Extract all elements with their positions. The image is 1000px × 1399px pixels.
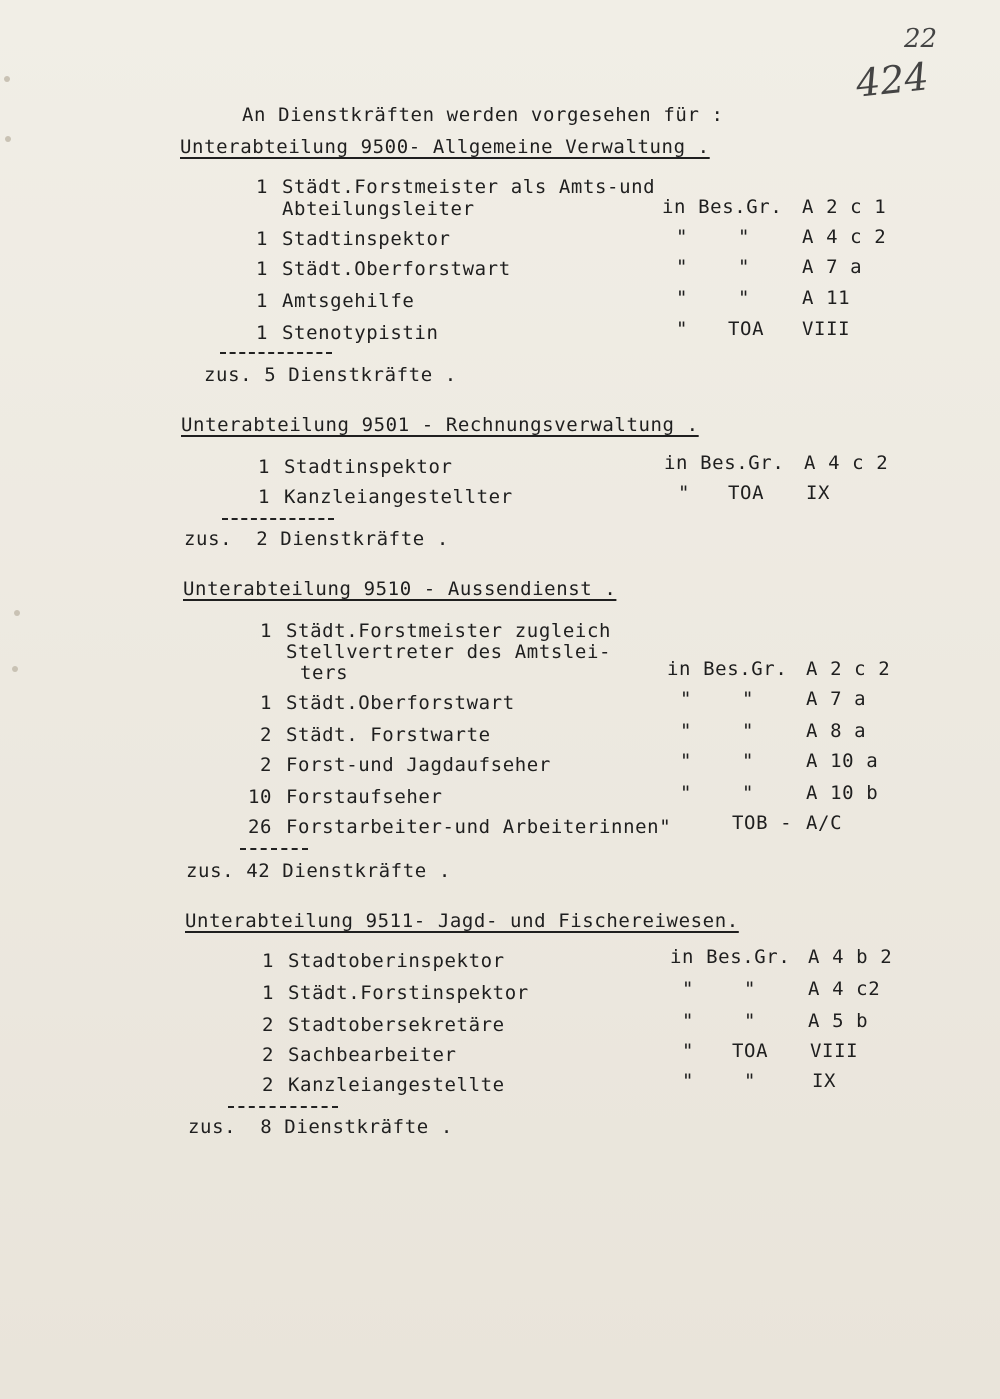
staff-count: 2 — [260, 754, 273, 776]
pay-grade: A 2 c 1 — [802, 196, 887, 218]
staff-count: 1 — [258, 486, 271, 508]
ditto-mark: " — [738, 226, 751, 248]
staff-title: Stadtobersekretäre — [288, 1014, 505, 1036]
staff-title: Abteilungsleiter — [282, 198, 475, 220]
pay-grade: A 2 c 2 — [806, 658, 891, 680]
punch-mark — [12, 666, 18, 672]
pay-grade: A 10 b — [806, 782, 879, 804]
staff-title: Stenotypistin — [282, 322, 439, 344]
ditto-mark: " — [742, 720, 755, 742]
ditto-mark: " — [676, 226, 689, 248]
pay-grade: IX — [812, 1070, 837, 1092]
pay-grade: IX — [806, 482, 831, 504]
pay-grade: A 7 a — [806, 688, 867, 710]
pay-grade: A 4 c 2 — [802, 226, 887, 248]
ditto-mark: " — [676, 318, 689, 340]
intro-line: An Dienstkräften werden vorgesehen für : — [242, 104, 724, 126]
section-total: zus. 2 Dienstkräfte . — [184, 528, 449, 550]
staff-count: 1 — [256, 322, 269, 344]
ditto-mark: " — [680, 688, 693, 710]
pay-grade: A 5 b — [808, 1010, 869, 1032]
pay-scale: TOA — [728, 318, 765, 340]
staff-title: Städt.Forstmeister zugleich — [286, 620, 612, 642]
pay-grade: A 8 a — [806, 720, 867, 742]
staff-count: 1 — [256, 258, 269, 280]
ditto-mark: " — [744, 1070, 757, 1092]
ditto-mark: " — [678, 482, 691, 504]
staff-count: 1 — [258, 456, 271, 478]
ditto-mark: " — [680, 782, 693, 804]
pay-grade: VIII — [802, 318, 851, 340]
staff-count: 2 — [262, 1014, 275, 1036]
pay-scale: TOB - — [732, 812, 793, 834]
pay-grade: A/C — [806, 812, 843, 834]
staff-title: Forstaufseher — [286, 786, 443, 808]
staff-count: 1 — [262, 950, 275, 972]
staff-title: Stadtinspektor — [282, 228, 451, 250]
section-heading: Unterabteilung 9501 - Rechnungsverwaltung . — [181, 414, 699, 436]
pay-grade: VIII — [810, 1040, 859, 1062]
ditto-mark: " — [742, 750, 755, 772]
section-heading: Unterabteilung 9500- Allgemeine Verwaltung . — [180, 136, 710, 158]
staff-count: 1 — [260, 620, 273, 642]
ditto-mark: " — [676, 287, 689, 309]
pay-grade: A 4 b 2 — [808, 946, 893, 968]
staff-count: 2 — [262, 1074, 275, 1096]
staff-count: 1 — [260, 692, 273, 714]
ditto-mark: " — [682, 1040, 695, 1062]
staff-title: Städt. Forstwarte — [286, 724, 491, 746]
staff-count: 1 — [256, 228, 269, 250]
staff-title: Kanzleiangestellte — [288, 1074, 505, 1096]
sum-rule — [220, 352, 332, 354]
ditto-mark: " — [680, 720, 693, 742]
ditto-mark: " — [682, 1010, 695, 1032]
handwritten-folio-number: 424 — [853, 54, 931, 106]
pay-grade: A 7 a — [802, 256, 863, 278]
section-total: zus. 5 Dienstkräfte . — [204, 364, 457, 386]
staff-title: Stadtoberinspektor — [288, 950, 505, 972]
sum-rule — [222, 518, 334, 520]
ditto-mark: " — [682, 1070, 695, 1092]
staff-title: Städt.Oberforstwart — [282, 258, 511, 280]
staff-title: Städt.Forstinspektor — [288, 982, 529, 1004]
pay-grade: A 10 a — [806, 750, 879, 772]
ditto-mark: " — [680, 750, 693, 772]
section-heading: Unterabteilung 9510 - Aussendienst . — [183, 578, 617, 600]
pay-scale: TOA — [728, 482, 765, 504]
pay-scale: in Bes.Gr. — [670, 946, 791, 968]
pay-grade: A 4 c 2 — [804, 452, 889, 474]
section-total: zus. 42 Dienstkräfte . — [186, 860, 451, 882]
staff-title: Amtsgehilfe — [282, 290, 415, 312]
pay-scale: in Bes.Gr. — [664, 452, 785, 474]
ditto-mark: " — [682, 978, 695, 1000]
ditto-mark: " — [676, 256, 689, 278]
ditto-mark: " — [742, 782, 755, 804]
ditto-mark: " — [738, 287, 751, 309]
staff-title: Sachbearbeiter — [288, 1044, 457, 1066]
staff-title: Forstarbeiter-und Arbeiterinnen" — [286, 816, 672, 838]
pay-scale: in Bes.Gr. — [662, 196, 783, 218]
staff-title: ters — [300, 662, 349, 684]
staff-count: 1 — [256, 176, 269, 198]
ditto-mark: " — [744, 978, 757, 1000]
pay-scale: in Bes.Gr. — [667, 658, 788, 680]
staff-title: Städt.Oberforstwart — [286, 692, 515, 714]
staff-title: Stellvertreter des Amtslei- — [286, 641, 612, 663]
sum-rule — [228, 1106, 338, 1108]
sum-rule — [240, 848, 308, 850]
staff-count: 2 — [262, 1044, 275, 1066]
staff-count: 1 — [256, 290, 269, 312]
pay-grade: A 4 c2 — [808, 978, 881, 1000]
section-heading: Unterabteilung 9511- Jagd- und Fischereiwesen. — [185, 910, 739, 932]
punch-mark — [4, 76, 10, 82]
staff-count: 26 — [248, 816, 273, 838]
ditto-mark: " — [744, 1010, 757, 1032]
punch-mark — [14, 610, 20, 616]
ditto-mark: " — [742, 688, 755, 710]
page-number: 22 — [904, 24, 938, 54]
pay-grade: A 11 — [802, 287, 851, 309]
pay-scale: TOA — [732, 1040, 769, 1062]
staff-title: Kanzleiangestellter — [284, 486, 513, 508]
section-total: zus. 8 Dienstkräfte . — [188, 1116, 453, 1138]
staff-count: 2 — [260, 724, 273, 746]
staff-title: Städt.Forstmeister als Amts-und — [282, 176, 656, 198]
punch-mark — [5, 136, 11, 142]
staff-count: 10 — [248, 786, 273, 808]
staff-count: 1 — [262, 982, 275, 1004]
staff-title: Stadtinspektor — [284, 456, 453, 478]
ditto-mark: " — [738, 256, 751, 278]
staff-title: Forst-und Jagdaufseher — [286, 754, 551, 776]
